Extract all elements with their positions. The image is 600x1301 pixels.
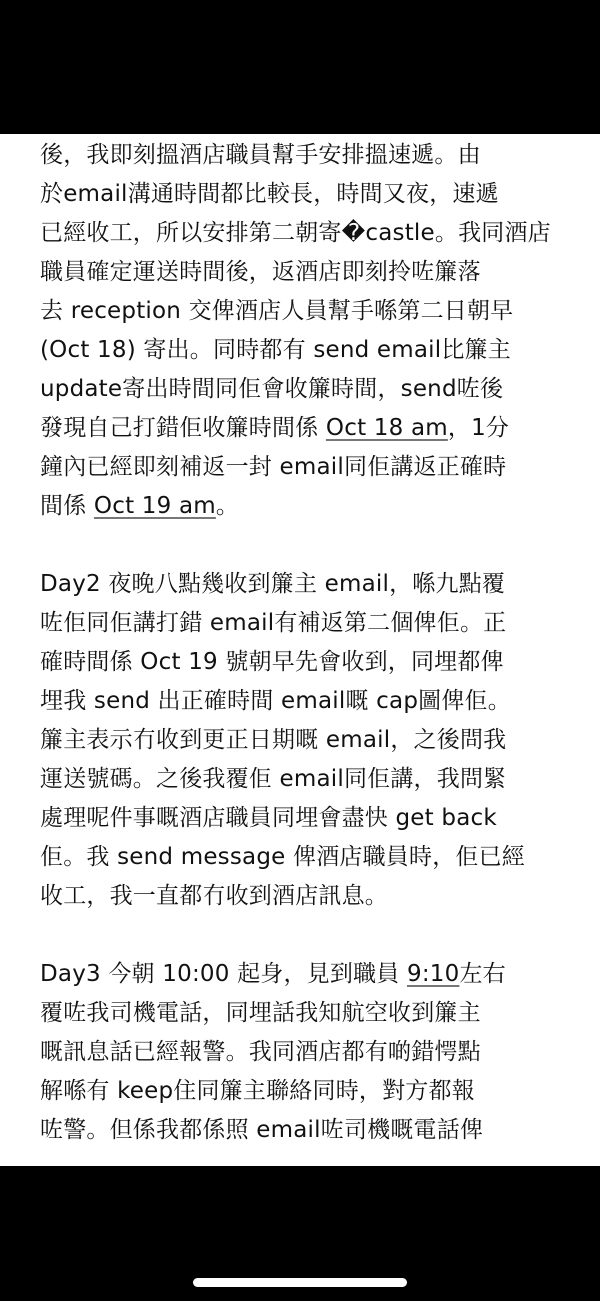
text-line — [40, 994, 580, 1033]
text-line — [40, 682, 580, 721]
text-line — [40, 877, 580, 916]
paragraph-gap — [40, 916, 580, 955]
text-span: 解喺有 keep住同簾主聯絡同時，對方都報 — [40, 1078, 475, 1104]
text-span: 處理呢件事嘅酒店職員同埋會盡快 get back — [40, 805, 497, 831]
text-span: 已經收工，所以安排第二朝寄�castle。我同酒店 — [40, 220, 551, 246]
text-line — [40, 838, 580, 877]
text-span: 簾主表示冇收到更正日期嘅 email，之後問我 — [40, 727, 507, 753]
detected-date-link[interactable]: Oct 19 am — [93, 493, 216, 519]
text-span: 埋我 send 出正確時間 email嘅 cap圖俾佢。 — [40, 688, 511, 714]
text-line — [40, 448, 580, 487]
detected-date-link[interactable]: 9:10 — [406, 961, 460, 987]
text-span: 咗佢同佢講打錯 email有補返第二個俾佢。正 — [40, 610, 507, 636]
text-content-area — [0, 134, 600, 1166]
text-span: 於email溝通時間都比較長，時間又夜，速遞 — [40, 181, 499, 207]
text-line — [40, 643, 580, 682]
text-line — [40, 292, 580, 331]
text-line — [40, 409, 580, 448]
text-line — [40, 955, 580, 994]
text-line — [40, 799, 580, 838]
text-line — [40, 721, 580, 760]
text-span: 確時間係 Oct 19 號朝早先會收到，同埋都俾 — [40, 649, 504, 675]
text-span: Day3 今朝 10:00 起身，見到職員 — [40, 961, 407, 987]
text-span: 運送號碼。之後我覆佢 email同佢講，我問緊 — [40, 766, 507, 792]
text-span: 去 reception 交俾酒店人員幫手喺第二日朝早 — [40, 298, 514, 324]
text-span: 左右 — [459, 961, 506, 987]
text-span: 佢。我 send message 俾酒店職員時，佢已經 — [40, 844, 526, 870]
top-black-bar — [0, 0, 600, 134]
text-span: 嘅訊息話已經報警。我同酒店都有啲錯愕點 — [40, 1039, 481, 1065]
text-span: 鐘內已經即刻補返一封 email同佢講返正確時 — [40, 454, 507, 480]
text-line — [40, 1033, 580, 1072]
text-line — [40, 604, 580, 643]
text-span: (Oct 18) 寄出。同時都有 send email比簾主 — [40, 337, 511, 363]
text-span: ，1分 — [447, 415, 510, 441]
text-span: 收工，我一直都冇收到酒店訊息。 — [40, 883, 388, 909]
text-span: 間係 — [40, 493, 94, 519]
text-span: 發現自己打錯佢收簾時間係 — [40, 415, 326, 441]
text-line — [40, 253, 580, 292]
text-line — [40, 331, 580, 370]
post-body — [40, 136, 580, 1150]
text-line — [40, 1072, 580, 1111]
text-line — [40, 214, 580, 253]
text-span: 職員確定運送時間後，返酒店即刻拎咗簾落 — [40, 259, 481, 285]
text-span: 後，我即刻搵酒店職員幫手安排搵速遞。由 — [40, 142, 481, 168]
text-span: update寄出時間同佢會收簾時間，send咗後 — [40, 376, 504, 402]
text-span: 。 — [215, 493, 240, 519]
text-line — [40, 370, 580, 409]
text-line — [40, 175, 580, 214]
detected-date-link[interactable]: Oct 18 am — [325, 415, 448, 441]
text-span: 覆咗我司機電話，同埋話我知航空收到簾主 — [40, 1000, 481, 1026]
text-span: 咗警。但係我都係照 email咗司機嘅電話俾 — [40, 1117, 484, 1143]
text-line — [40, 136, 580, 175]
paragraph-gap — [40, 526, 580, 565]
home-indicator[interactable] — [193, 1278, 407, 1287]
text-line — [40, 1111, 580, 1150]
text-line — [40, 760, 580, 799]
text-span: Day2 夜晚八點幾收到簾主 email，喺九點覆 — [40, 571, 506, 597]
text-line — [40, 487, 580, 526]
text-line — [40, 565, 580, 604]
